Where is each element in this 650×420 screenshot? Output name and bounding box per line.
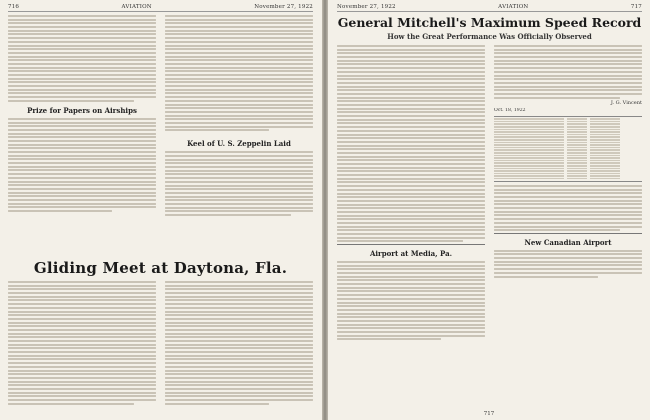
- right-column-1: [337, 45, 485, 342]
- right-magazine-name: AVIATION: [498, 4, 529, 10]
- zeppelin-body: [165, 151, 313, 216]
- certificate-signature: J. G. Vincent: [610, 100, 642, 107]
- left-upper-columns: [8, 15, 313, 255]
- left-page: [0, 0, 322, 420]
- canadian-airport-title: New Canadian Airport: [524, 237, 612, 247]
- right-issue-date: November 27, 1922: [337, 4, 396, 10]
- left-magazine-name: AVIATION: [121, 4, 152, 10]
- right-page-number-foot: 717: [483, 411, 495, 417]
- left-column-1: [8, 15, 156, 214]
- left-column-2: [165, 15, 313, 218]
- gliding-column-1: [8, 281, 156, 406]
- gliding-meet-columns: [8, 281, 313, 420]
- left-col1-body-top: [8, 15, 156, 102]
- media-airport-title: Airport at Media, Pa.: [369, 248, 453, 258]
- mitchell-body-2: [494, 45, 642, 99]
- mitchell-title: General Mitchell's Maximum Speed Record: [337, 15, 642, 30]
- prize-papers-body: [8, 118, 156, 212]
- certificate-dateline: Oct. 18, 1922: [494, 108, 526, 114]
- gliding-column-2: [165, 281, 313, 406]
- right-column-2: [494, 45, 642, 279]
- canadian-airport-body: [494, 250, 642, 278]
- mitchell-subtitle: How the Great Performance Was Officially Observed: [387, 32, 592, 41]
- left-running-head: [8, 4, 313, 12]
- right-columns: [337, 45, 642, 390]
- right-page-number-head: 717: [630, 4, 642, 10]
- right-page: [328, 0, 650, 420]
- left-col2-body-top: [165, 15, 313, 131]
- mitchell-body-1: [337, 45, 485, 242]
- prize-papers-title: Prize for Papers on Airships: [27, 105, 137, 115]
- left-page-number: 716: [8, 4, 20, 10]
- gliding-meet-title: Gliding Meet at Daytona, Fla.: [33, 259, 288, 277]
- media-airport-body: [337, 261, 485, 340]
- right-running-head: [337, 4, 642, 12]
- mitchell-body-3: [494, 185, 642, 231]
- left-issue-date: November 27, 1922: [254, 4, 313, 10]
- speed-record-table: [494, 116, 642, 182]
- zeppelin-title: Keel of U. S. Zeppelin Laid: [187, 139, 291, 149]
